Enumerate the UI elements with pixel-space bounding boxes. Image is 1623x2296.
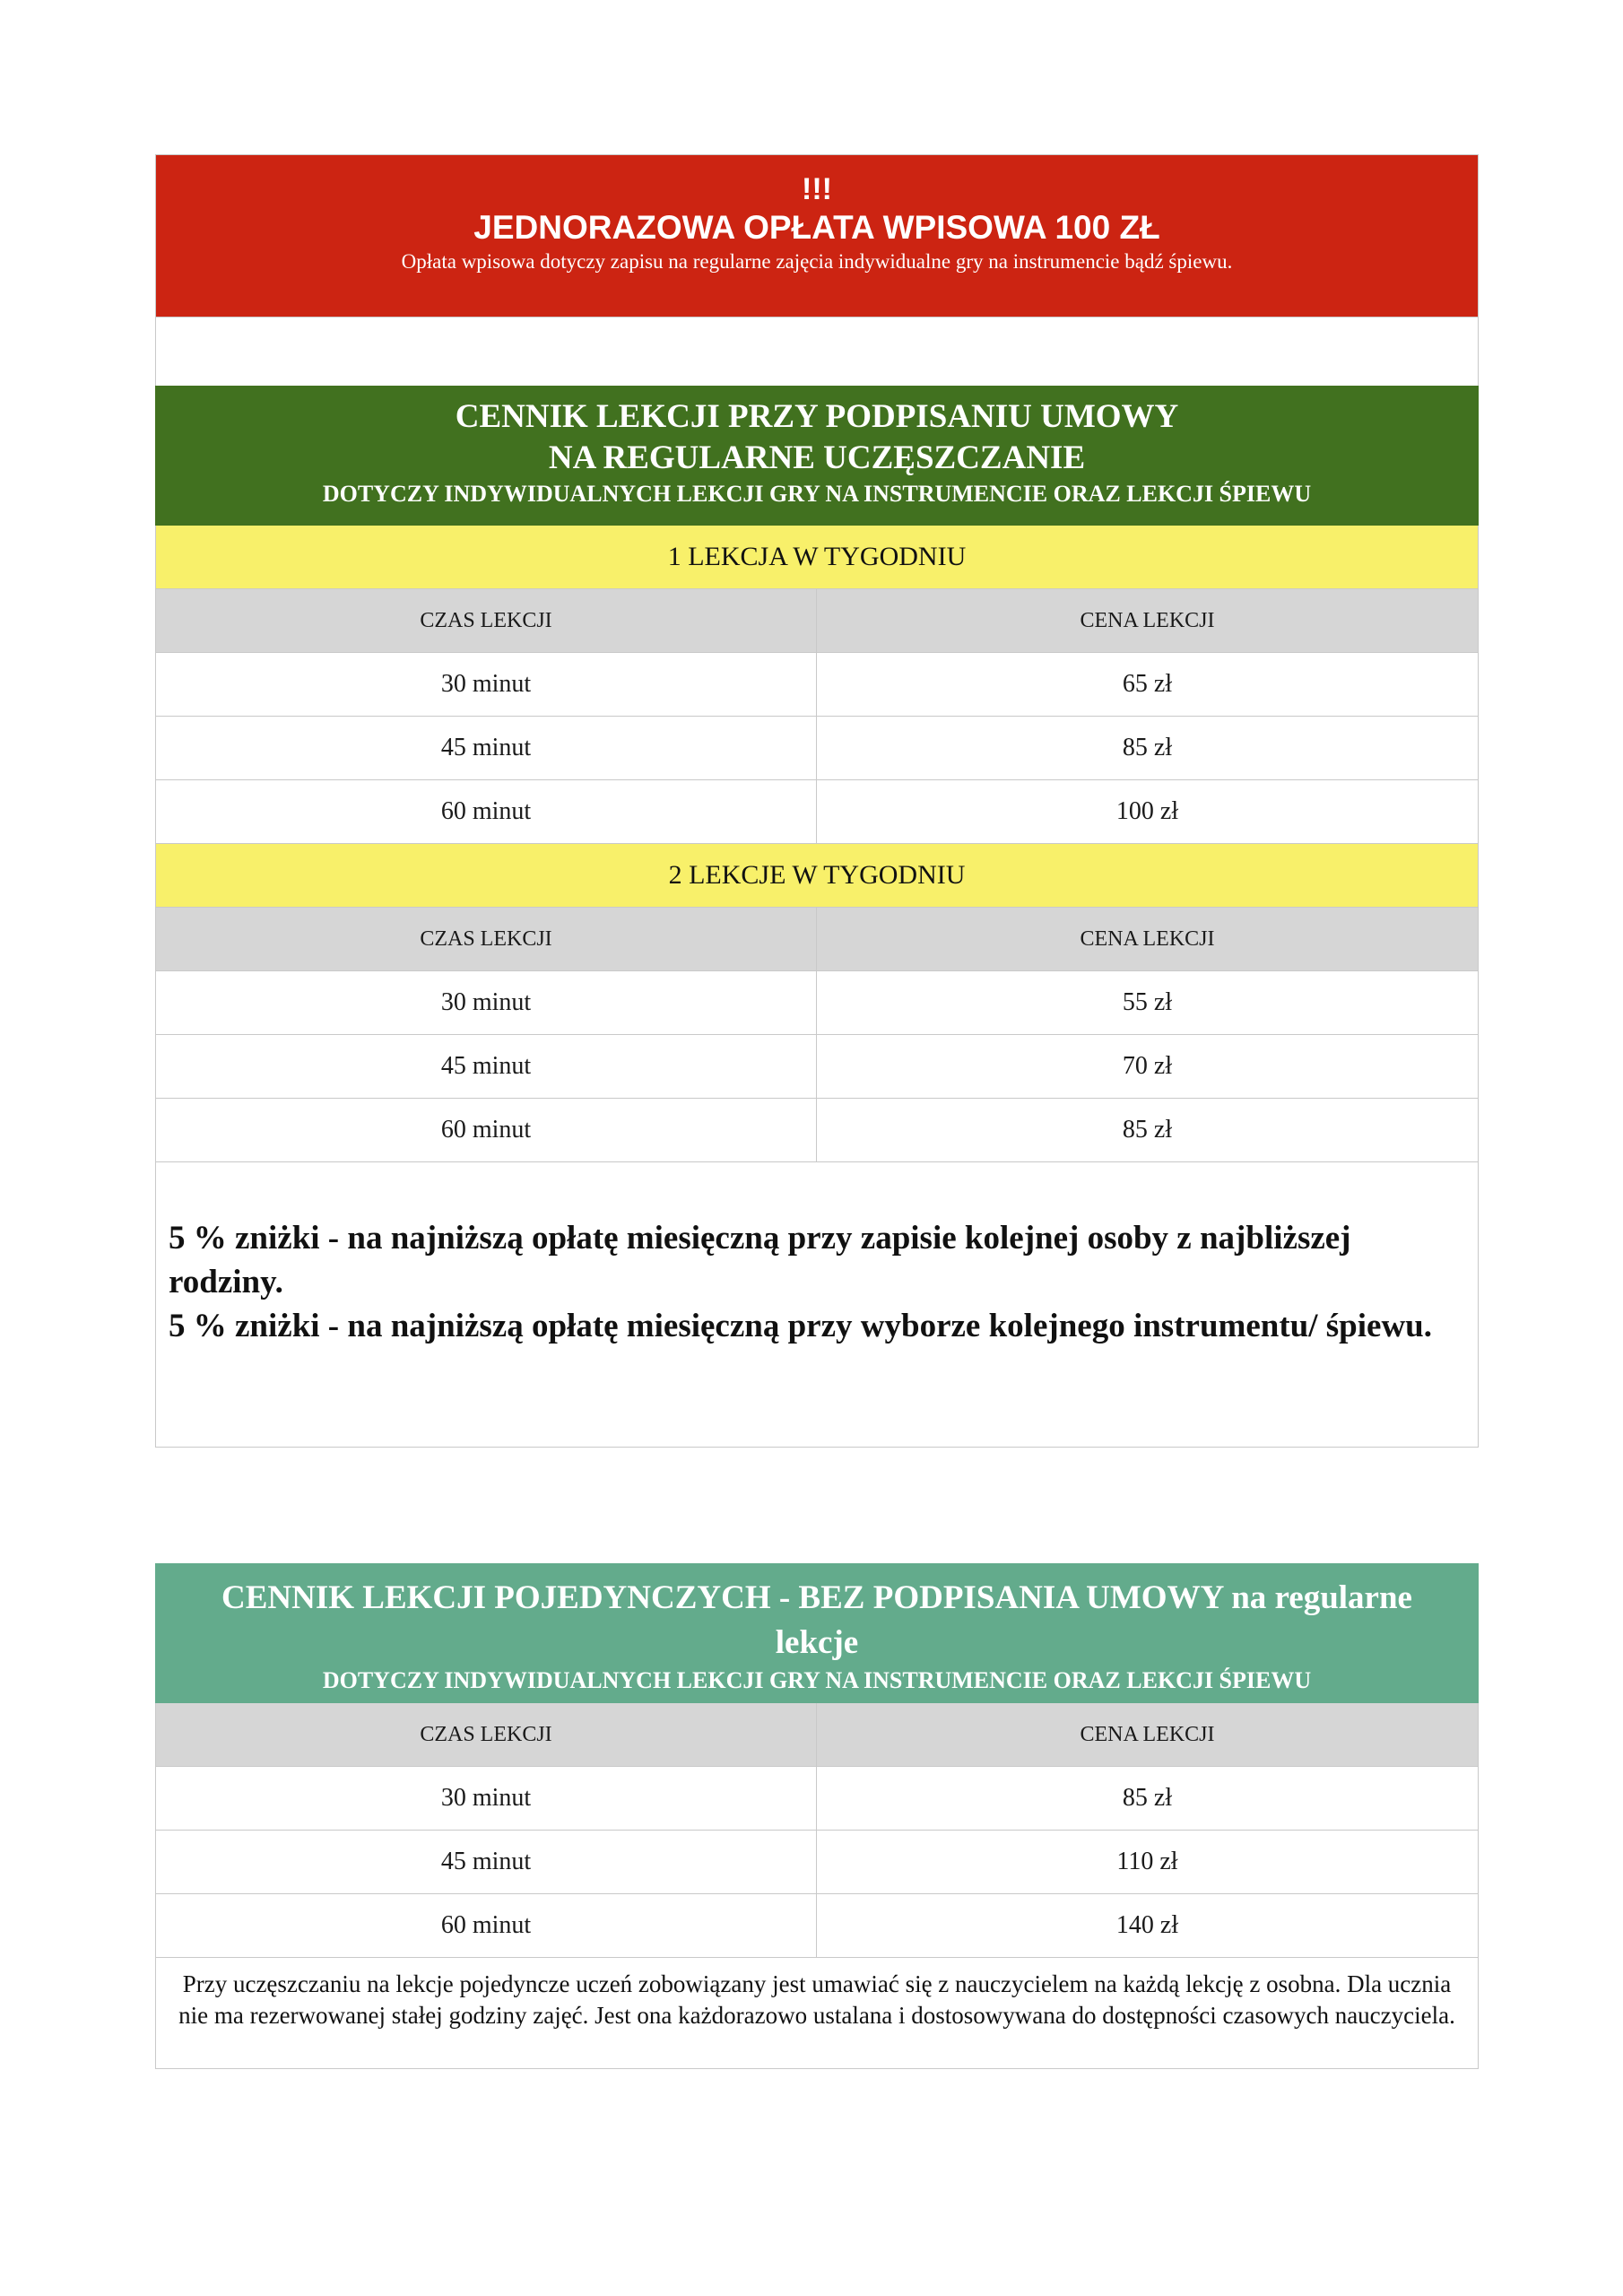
table-header-row xyxy=(156,1703,1478,1767)
price-cell: 85 zł xyxy=(1122,1784,1173,1812)
entry-fee-note: Opłata wpisowa dotyczy zapisu na regularne zajęcia indywidualne gry na instrumencie bądź śpiewu. xyxy=(401,250,1233,273)
price-cell: 100 zł xyxy=(1115,797,1179,825)
contract-title-line1: CENNIK LEKCJI PRZY PODPISANIU UMOWY xyxy=(455,398,1179,435)
duration-cell: 45 minut xyxy=(156,1035,817,1098)
column-header-price: CENA LEKCJI xyxy=(1080,926,1215,951)
table-row xyxy=(156,1767,1478,1831)
section-label-1-lesson: 1 LEKCJA W TYGODNIU xyxy=(156,526,1478,589)
contract-title-line2: NA REGULARNE UCZĘSZCZANIE xyxy=(548,439,1086,476)
table-row xyxy=(156,1035,1478,1099)
duration-cell: 60 minut xyxy=(156,1894,817,1957)
price-cell: 70 zł xyxy=(1122,1052,1173,1080)
entry-fee-marks: !!! xyxy=(802,172,832,206)
table-row xyxy=(156,717,1478,780)
single-lessons-note: Przy uczęszczaniu na lekcje pojedyncze uczeń zobowiązany jest umawiać się z nauczycielem na każdą lekcję z osobna. Dla ucznia nie ma rezerwowanej stałej godziny zajęć. Jest ona każdorazowo ustalana i dostosowywana do dostępności czasowych nauczyciela. xyxy=(156,1958,1478,2069)
price-cell: 85 zł xyxy=(1122,1116,1173,1144)
table-header-row xyxy=(156,589,1478,653)
single-title: CENNIK LEKCJI POJEDYNCZYCH - BEZ PODPISANIA UMOWY na regularne lekcje xyxy=(221,1579,1412,1661)
duration-cell: 45 minut xyxy=(156,1831,817,1893)
table-row xyxy=(156,971,1478,1035)
contract-subtitle: DOTYCZY INDYWIDUALNYCH LEKCJI GRY NA INSTRUMENCIE ORAZ LEKCJI ŚPIEWU xyxy=(322,481,1312,507)
discount-family: 5 % zniżki - na najniższą opłatę miesięczną przy zapisie kolejnej osoby z najbliższej rodziny. xyxy=(169,1220,1351,1300)
single-subtitle: DOTYCZY INDYWIDUALNYCH LEKCJI GRY NA INSTRUMENCIE ORAZ LEKCJI ŚPIEWU xyxy=(322,1667,1312,1693)
price-cell: 85 zł xyxy=(1122,734,1173,761)
table-row xyxy=(156,1894,1478,1958)
table-row xyxy=(156,1831,1478,1894)
single-pricing-header xyxy=(155,1563,1479,1703)
table-row xyxy=(156,653,1478,717)
spacer-row xyxy=(155,317,1479,386)
duration-cell: 60 minut xyxy=(156,1099,817,1161)
discount-box xyxy=(156,1162,1478,1448)
section-label-2-lessons: 2 LEKCJE W TYGODNIU xyxy=(156,844,1478,908)
column-header-price: CENA LEKCJI xyxy=(1080,1722,1215,1746)
price-cell: 65 zł xyxy=(1122,670,1173,698)
discount-instrument: 5 % zniżki - na najniższą opłatę miesięczną przy wyborze kolejnego instrumentu/ śpiewu. xyxy=(169,1308,1432,1344)
duration-cell: 30 minut xyxy=(156,971,817,1034)
duration-cell: 60 minut xyxy=(156,780,817,843)
contract-pricing-header xyxy=(155,386,1479,526)
single-pricing-table xyxy=(155,1703,1479,2069)
duration-cell: 30 minut xyxy=(156,653,817,716)
table-row xyxy=(156,780,1478,844)
price-cell: 55 zł xyxy=(1122,988,1173,1016)
entry-fee-title: JEDNORAZOWA OPŁATA WPISOWA 100 ZŁ xyxy=(473,209,1160,246)
table-row xyxy=(156,1099,1478,1162)
column-header-duration: CZAS LEKCJI xyxy=(156,589,817,652)
entry-fee-banner xyxy=(155,154,1479,317)
column-header-duration: CZAS LEKCJI xyxy=(156,908,817,970)
duration-cell: 45 minut xyxy=(156,717,817,779)
table-header-row xyxy=(156,908,1478,971)
duration-cell: 30 minut xyxy=(156,1767,817,1830)
column-header-price: CENA LEKCJI xyxy=(1080,608,1215,632)
column-header-duration: CZAS LEKCJI xyxy=(156,1703,817,1766)
price-cell: 140 zł xyxy=(1115,1911,1179,1939)
price-cell: 110 zł xyxy=(1116,1848,1178,1875)
contract-pricing-table xyxy=(155,526,1479,1448)
